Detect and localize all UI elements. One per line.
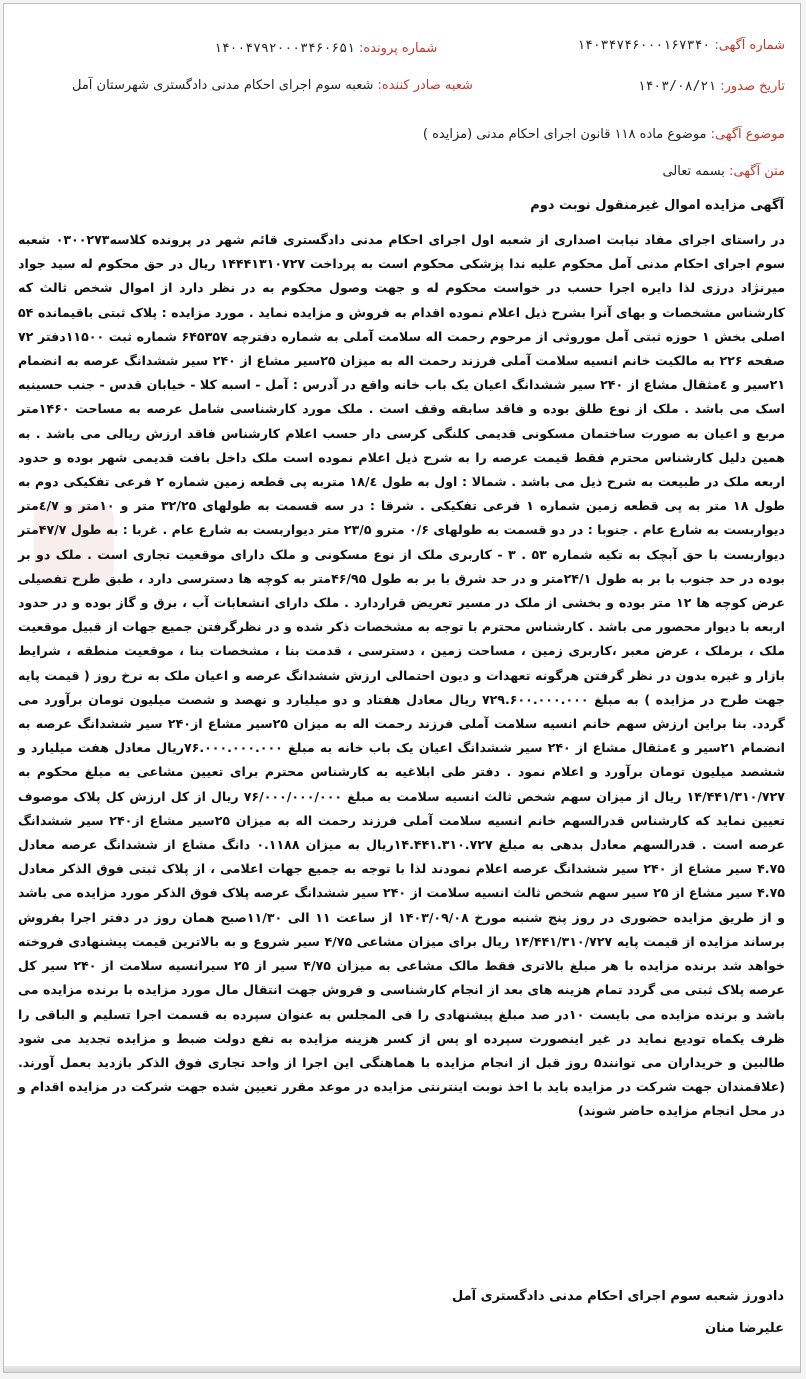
issuer: شعبه سوم اجرای احکام مدنی دادگستری شهرستان آمل — [72, 78, 374, 93]
issuer-label: شعبه صادر کننده: — [377, 78, 473, 93]
case-number: ۱۴۰۰۴۷۹۲۰۰۰۳۴۶۰۶۵۱ — [214, 41, 355, 56]
issue-date-label: تاریخ صدور: — [720, 79, 785, 94]
text-label: متن آگهی: — [729, 164, 785, 179]
subject-label: موضوع آگهی: — [710, 127, 785, 142]
signature-name: علیرضا منان — [705, 1321, 784, 1336]
ad-number-row — [577, 38, 785, 53]
ad-number: ۱۴۰۳۴۷۴۶۰۰۰۱۶۷۳۴۰ — [577, 38, 711, 53]
bottom-edge — [4, 1366, 800, 1372]
case-number-row — [214, 41, 437, 56]
case-number-label: شماره پرونده: — [359, 41, 438, 56]
subject-row — [423, 127, 785, 142]
subject: موضوع ماده ۱۱۸ قانون اجرای احکام مدنی (مزایده ) — [422, 127, 707, 142]
issue-date-row — [638, 79, 785, 94]
signature-role: دادورز شعبه سوم اجرای احکام مدنی دادگستری آمل — [452, 1289, 784, 1304]
issue-date: ۱۴۰۳/۰۸/۲۱ — [637, 79, 717, 94]
notice-body: در راستای اجرای مفاد نیابت اصداری از شعبه اول اجرای احکام مدنی دادگستری قائم شهر در پرونده کلاسه۰۳۰۰۲۷۳ شعبه سوم اجرای احکام مدنی آمل محکوم علیه ندا پزشکی محکوم است به پرداخت ۱۴۴۴۱۳۱۰۷۲۷ ریال در حق محکوم له سید جواد میرنژاد درزی لذا دایره اجرا حسب در خواست محکوم له و جهت وصول محکوم به در نظر دارد از اموال شخص ثالث که کارشناس مشخصات و بهای آنرا بشرح ذیل اعلام نموده اقدام به فروش و مزایده نماید . مورد مزایده : پلاک ثبتی باقیمانده ۵۴ اصلی بخش ۱ حوزه ثبتی آمل موروثی از مرحوم رحمت اله سلامت آملی به شماره دفترچه ۶۴۵۳۵۷ شماره ثبت ۱۱۵۰۰دفتر ۷۲ صفحه ۲۲۶ به مالکیت خانم انسیه سلامت آملی فرزند رحمت اله به میزان ۲۵سیر مشاع از ۲۴۰ سیر ششدانگ عرصه به انضمام ۲۱سیر و ٤مثقال مشاع از ۲۴۰ سیر ششدانگ اعیان یک باب خانه واقع در آدرس : آمل - اسبه کلا - خیابان قدس - جنب حسینیه اسک می باشد . ملک از نوع طلق بوده و فاقد سابقه وقف است . ملک مورد کارشناسی شامل عرصه به مساحت ۱۴۶۰متر مربع و اعیان به صورت ساختمان مسکونی قدیمی کلنگی کرسی دار حسب اعلام کارشناس فاقد ارزش ریالی می باشد . به همین دلیل کارشناس محترم فقط قیمت عرصه را به شرح ذیل اعلام نموده است ملک داخل بافت قدیمی شهر بوده و حدود اربعه ملک در طبیعت به شرح ذیل می باشد . شمالا : اول به طول ۱۸/٤ متربه پی قطعه زمین شماره ۲ فرعی تفکیکی دوم به طول ۱۸ متر به پی قطعه زمین شماره ۱ فرعی تفکیکی . شرقا : در سه قسمت به طولهای ۳۲/۲۵ متر و ۱۰متر و ٤/۷متر دیواربست به شارع عام . جنوبا : در دو قسمت به طولهای ۰/۶ مترو ۲۳/۵ متر دیواربست به شارع عام . غربا : به طول ۴۷/۷متر دیواربست با حق آبچک به تکیه شماره ۵۳ . ۳ - کاربری ملک از نوع مسکونی و ملک دارای موقعیت تجاری است . ملک دو بر بوده در حد جنوب با بر به طول ۲۴/۱متر و در حد شرق با بر به طول ۴۶/۹۵متر به کوچه ها دسترسی دارد ، طبق طرح تفصیلی عرض کوچه ها ۱۲ متر بوده و بخشی از ملک در مسیر تعریض قراردارد . ملک دارای انشعابات آب ، برق و گاز بوده و در حدود اربعه با دیوار محصور می باشد . کارشناس محترم با توجه به مشخصات ذکر شده و در نظرگرفتن جمیع جهات از قبیل موقعیت ملک ، برملک ، عرض معبر ،کاربری زمین ، مساحت زمین ، دسترسی ، قدمت بنا ، مشخصات بنا ، موقعیت منطقه ، شرایط بازار و غیره بدون در نظر گرفتن هرگونه تعهدات و دیون احتمالی ارزش ششدانگ عرصه و اعیان ملک به نرخ روز ( قیمت پایه جهت طرح در مزایده ) به مبلغ ۷۲۹.۶۰۰.۰۰۰.۰۰۰ ریال معادل هفتاد و دو میلیارد و نهصد و شصت میلیون تومان برآورد می گردد. بنا براین ارزش سهم خانم انسیه سلامت آملی فرزند رحمت اله به میزان ۲۵سیر مشاع از۲۴۰ سیر ششدانگ عرصه به انضمام ۲۱سیر و ٤مثقال مشاع از ۲۴۰ سیر ششدانگ اعیان یک باب خانه به مبلغ ۷۶.۰۰۰.۰۰۰.۰۰۰ریال معادل هفت میلیارد و ششصد میلیون تومان برآورد و اعلام نمود . دفتر طی ابلاغیه به کارشناس محترم برای تعیین مشاعی به مبلغ محکوم به ۱۴/۴۴۱/۳۱۰/۷۲۷ ریال از میزان سهم شخص ثالث انسیه سلامت به مبلغ ۷۶/۰۰۰/۰۰۰/۰۰۰ ریال از کل ارزش کل پلاک موصوف تعیین نماید که کارشناس قدرالسهم خانم انسیه سلامت آملی فرزند رحمت اله به میزان ۲۵سیر مشاع از۲۴۰ سیر ششدانگ عرصه است . قدرالسهم معادل بدهی به مبلغ ۱۴.۴۴۱.۳۱۰.۷۲۷ریال به میزان ۰.۱۱۸۸ دانگ مشاع از ششدانگ عرصه معادل ۴.۷۵ سیر مشاع از ۲۴۰ سیر ششدانگ عرصه اعلام نمودند لذا با توجه به جمیع جهات اعلامی ، از پلاک ثبتی فوق الذکر معادل ۴.۷۵ سیر مشاع از ۲۵ سیر سهم شخص ثالث انسیه سلامت از ۲۴۰ سیر ششدانگ عرصه پلاک فوق الذکر مورد مزایده می باشد و از طریق مزایده حضوری در روز پنج شنبه مورخ ۱۴۰۳/۰۹/۰۸ از ساعت ۱۱ الی ۱۱/۳۰صبح همان روز در دفتر اجرا بفروش برساند مزایده از قیمت پایه ۱۴/۴۴۱/۳۱۰/۷۲۷ ریال برای میزان مشاعی ۴/۷۵ سیر شروع و به بالاترین قیمت پیشنهادی فروخته خواهد شد برنده مزایده با هر مبلغ بالاتری فقط مالک مشاعی به میزان ۴/۷۵ سیر از ۲۵ سیرانسیه سلامت از ۲۴۰ سیر کل عرصه پلاک ثبتی می گردد تمام هزینه های بعد از انجام کارشناسی و فروش جهت انتقال مال مورد مزایده با برنده مزایده می باشد و برنده مزایده می بایست ۱۰در صد مبلغ پیشنهادی را فی المجلس به عنوان سپرده به قسمت اجرا تسلیم و الباقی را ظرف یکماه تودیع نماید در غیر اینصورت سپرده او پس از کسر هزینه مزایده به نفع دولت ضبط و مزایده تجدید می شود طالبین و خریداران می توانند۵ روز قبل از انجام مزایده با هماهنگی این اجرا از واحد تجاری فوق الذکر بازدید بعمل آورند. (علاقمندان جهت شرکت در مزایده باید با اخذ نوبت اینترنتی مزایده در موعد مقرر تعیین شده جهت شرکت در مزایده اقدام و در محل انجام مزایده حاضر شوند) — [18, 232, 786, 1119]
issuer-row — [72, 78, 473, 93]
text-opening: بسمه تعالی — [662, 164, 725, 179]
notice-title: آگهی مزایده اموال غیرمنقول نوبت دوم — [530, 198, 784, 213]
text-row — [662, 164, 785, 179]
notice-frame — [3, 3, 801, 1373]
ad-number-label: شماره آگهی: — [714, 38, 785, 53]
